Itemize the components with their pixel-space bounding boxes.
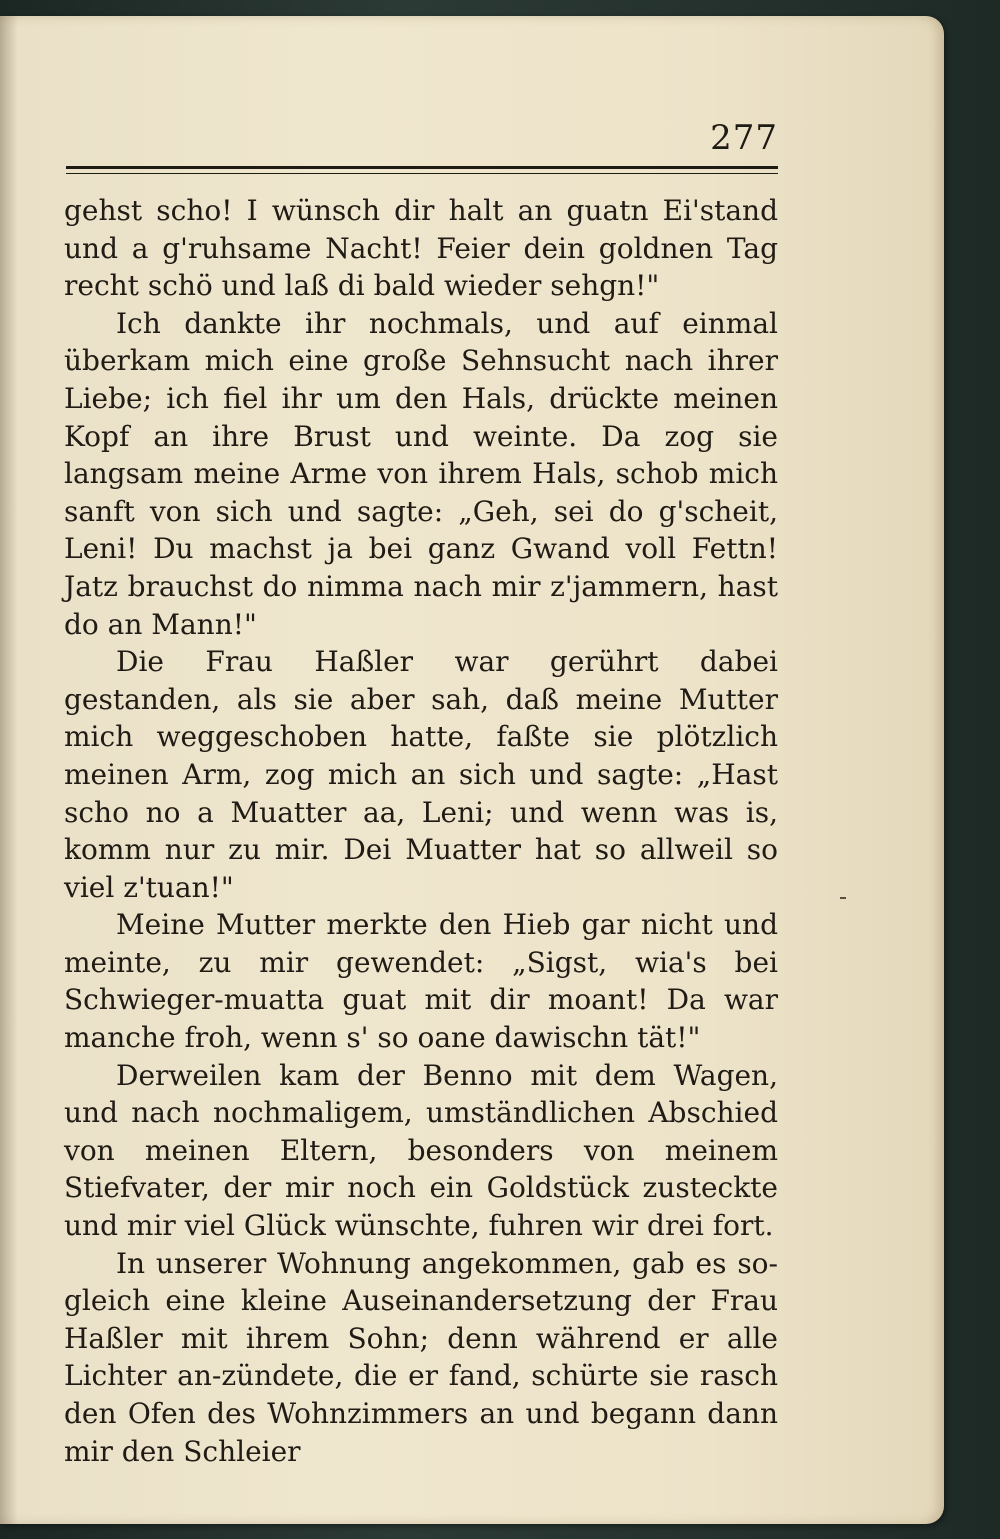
paper-speck — [840, 897, 846, 899]
page-sheet — [0, 16, 944, 1524]
spine-shadow — [0, 16, 18, 1524]
body-text — [64, 192, 778, 1470]
page-number: 277 — [710, 118, 778, 158]
header-rule — [66, 166, 778, 169]
paragraph: Derweilen kam der Benno mit dem Wagen, und nach nochmaligem, umständlichen Abschied von meinen Eltern, besonders von meinem Stiefvater, der mir noch ein Goldstück zusteckte und mir viel Glück wünschte, fuhren wir drei fort. — [64, 1058, 778, 1243]
paragraph: Die Frau Haßler war gerührt dabei gestanden, als sie aber sah, daß meine Mutter mich weggeschoben hatte, faßte sie plötzlich meinen Arm, zog mich an sich und sagte: „Hast scho no a Muatter aa, Leni; und wenn was is, komm nur zu mir. Dei Muatter hat so allweil so viel z'tuan!" — [64, 645, 778, 904]
paragraph: Meine Mutter merkte den Hieb gar nicht und meinte, zu mir gewendet: „Sigst, wia's bei Schwieger-muatta guat mit dir moant! Da war manche froh, wenn s' so oane dawischn tät!" — [64, 908, 778, 1055]
paragraph: Ich dankte ihr nochmals, und auf einmal überkam mich eine große Sehnsucht nach ihrer Liebe; ich fiel ihr um den Hals, drückte meinen Kopf an ihre Brust und weinte. Da zog sie langsam meine Arme von ihrem Hals, schob mich sanft von sich und sagte: „Geh, sei do g'scheit, Leni! Du machst ja bei ganz Gwand voll Fettn! Jatz brauchst do nimma nach mir z'jammern, hast do an Mann!" — [64, 306, 778, 641]
header-rule-thin — [66, 173, 778, 174]
paragraph: gehst scho! I wünsch dir halt an guatn Ei'stand und a g'ruhsame Nacht! Feier dein goldnen Tag recht schö und laß di bald wieder sehgn!" — [64, 194, 778, 303]
paragraph: In unserer Wohnung angekommen, gab es so-gleich eine kleine Auseinandersetzung der Frau Haßler mit ihrem Sohn; denn während er alle Lichter an-zündete, die er fand, schürte sie rasch den Ofen des Wohnzimmers an und begann dann mir den Schleier — [64, 1246, 778, 1468]
